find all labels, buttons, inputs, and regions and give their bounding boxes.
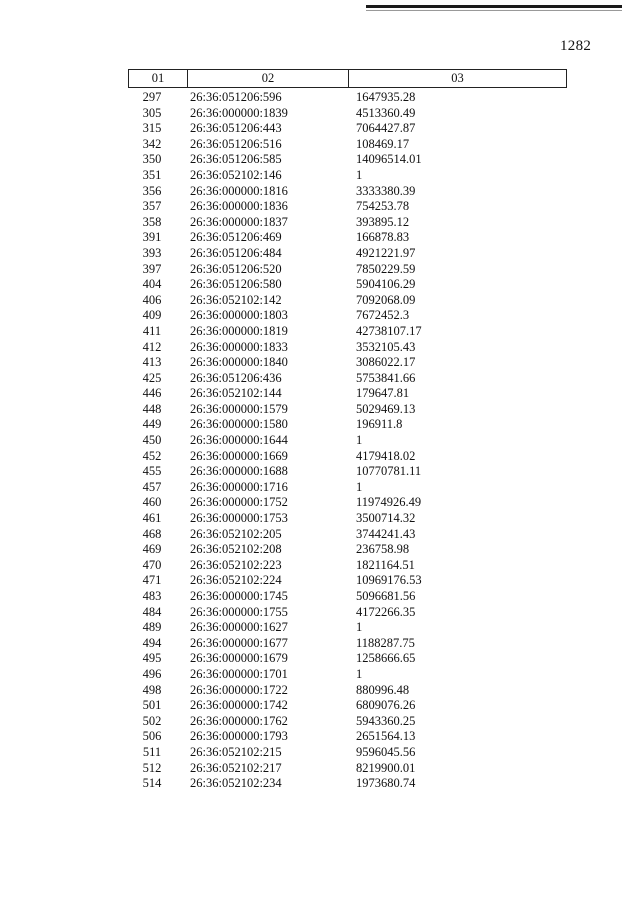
value-cell: 166878.83 bbox=[356, 230, 410, 245]
value-cell: 5753841.66 bbox=[356, 370, 416, 385]
cadastral-number-cell: 26:36:000000:1839 bbox=[190, 105, 288, 120]
cadastral-number-cell: 26:36:000000:1753 bbox=[190, 511, 288, 526]
table-row bbox=[0, 464, 640, 480]
table-row bbox=[0, 168, 640, 184]
row-number-cell: 412 bbox=[142, 339, 162, 354]
table-row bbox=[0, 184, 640, 200]
table-row bbox=[0, 137, 640, 153]
cadastral-number-cell: 26:36:052102:217 bbox=[190, 760, 282, 775]
value-cell: 1 bbox=[356, 167, 363, 182]
row-number-cell: 494 bbox=[142, 635, 162, 650]
top-rule-thin bbox=[366, 10, 622, 11]
value-cell: 4172266.35 bbox=[356, 604, 416, 619]
table-row bbox=[0, 433, 640, 449]
value-cell: 7672452.3 bbox=[356, 308, 410, 323]
value-cell: 754253.78 bbox=[356, 199, 410, 214]
table-row bbox=[0, 402, 640, 418]
value-cell: 1821164.51 bbox=[356, 557, 415, 572]
table-row bbox=[0, 199, 640, 215]
value-cell: 6809076.26 bbox=[356, 698, 416, 713]
row-number-cell: 391 bbox=[142, 230, 162, 245]
value-cell: 5096681.56 bbox=[356, 589, 416, 603]
row-number-cell: 501 bbox=[142, 698, 162, 713]
cadastral-number-cell: 26:36:051206:585 bbox=[190, 152, 282, 167]
cadastral-number-cell: 26:36:052102:224 bbox=[190, 573, 282, 588]
table-row bbox=[0, 495, 640, 511]
cadastral-number-cell: 26:36:000000:1742 bbox=[190, 698, 288, 713]
row-number-cell: 406 bbox=[142, 292, 162, 307]
value-cell: 393895.12 bbox=[356, 214, 410, 229]
cadastral-number-cell: 26:36:000000:1840 bbox=[190, 355, 288, 370]
table-row bbox=[0, 636, 640, 652]
cadastral-number-cell: 26:36:051206:436 bbox=[190, 370, 282, 385]
value-cell: 1 bbox=[356, 433, 363, 448]
value-cell: 1 bbox=[356, 620, 363, 635]
cadastral-number-cell: 26:36:000000:1677 bbox=[190, 635, 288, 650]
column-header-02: 02 bbox=[188, 70, 349, 87]
row-number-cell: 469 bbox=[142, 542, 162, 557]
table-row bbox=[0, 651, 640, 667]
page-number: 1282 bbox=[560, 38, 592, 54]
value-cell: 5904106.29 bbox=[356, 277, 416, 292]
cadastral-number-cell: 26:36:000000:1819 bbox=[190, 323, 288, 338]
row-number-cell: 393 bbox=[142, 245, 162, 260]
table-row bbox=[0, 121, 640, 137]
value-cell: 3500714.32 bbox=[356, 511, 416, 526]
cadastral-number-cell: 26:36:000000:1701 bbox=[190, 666, 288, 681]
table-row bbox=[0, 308, 640, 324]
cadastral-number-cell: 26:36:052102:234 bbox=[190, 776, 282, 791]
row-number-cell: 496 bbox=[142, 666, 162, 681]
value-cell: 42738107.17 bbox=[356, 323, 422, 338]
cadastral-number-cell: 26:36:000000:1669 bbox=[190, 448, 288, 463]
row-number-cell: 411 bbox=[142, 323, 162, 338]
cadastral-number-cell: 26:36:052102:223 bbox=[190, 557, 282, 572]
table-row bbox=[0, 90, 640, 106]
row-number-cell: 484 bbox=[142, 604, 162, 619]
table-header bbox=[128, 69, 567, 88]
table-row bbox=[0, 729, 640, 745]
cadastral-number-cell: 26:36:000000:1762 bbox=[190, 713, 288, 728]
row-number-cell: 350 bbox=[142, 152, 162, 167]
row-number-cell: 404 bbox=[142, 277, 162, 292]
table-row bbox=[0, 277, 640, 293]
cadastral-number-cell: 26:36:000000:1722 bbox=[190, 682, 288, 697]
table-body bbox=[0, 90, 640, 792]
value-cell: 1 bbox=[356, 479, 363, 494]
value-cell: 3333380.39 bbox=[356, 183, 416, 198]
table-row bbox=[0, 449, 640, 465]
row-number-cell: 471 bbox=[142, 573, 162, 588]
value-cell: 5943360.25 bbox=[356, 713, 416, 728]
cadastral-number-cell: 26:36:000000:1836 bbox=[190, 199, 288, 214]
table-row bbox=[0, 620, 640, 636]
table-row bbox=[0, 745, 640, 761]
cadastral-number-cell: 26:36:000000:1679 bbox=[190, 651, 288, 666]
cadastral-number-cell: 26:36:052102:144 bbox=[190, 386, 282, 401]
table-row bbox=[0, 371, 640, 387]
value-cell: 3086022.17 bbox=[356, 355, 416, 370]
value-cell: 3532105.43 bbox=[356, 339, 416, 354]
column-header-03: 03 bbox=[451, 71, 464, 85]
cadastral-number-cell: 26:36:000000:1816 bbox=[190, 183, 288, 198]
cadastral-number-cell: 26:36:051206:469 bbox=[190, 230, 282, 245]
value-cell: 7850229.59 bbox=[356, 261, 416, 276]
row-number-cell: 457 bbox=[142, 479, 162, 494]
table-row bbox=[0, 776, 640, 792]
table-row bbox=[0, 698, 640, 714]
value-cell: 236758.98 bbox=[356, 542, 410, 557]
value-cell: 10770781.11 bbox=[356, 464, 422, 479]
row-number-cell: 351 bbox=[142, 167, 162, 182]
row-number-cell: 425 bbox=[142, 370, 162, 385]
top-rule bbox=[366, 5, 622, 8]
cadastral-number-cell: 26:36:000000:1627 bbox=[190, 620, 288, 635]
table-row bbox=[0, 761, 640, 777]
value-cell: 2651564.13 bbox=[356, 729, 416, 744]
row-number-cell: 461 bbox=[142, 511, 162, 526]
cadastral-number-cell: 26:36:051206:516 bbox=[190, 136, 282, 151]
row-number-cell: 506 bbox=[142, 729, 162, 744]
cadastral-number-cell: 26:36:052102:146 bbox=[190, 167, 282, 182]
value-cell: 9596045.56 bbox=[356, 744, 416, 759]
row-number-cell: 356 bbox=[142, 183, 162, 198]
row-number-cell: 502 bbox=[142, 713, 162, 728]
cadastral-number-cell: 26:36:000000:1644 bbox=[190, 433, 288, 448]
value-cell: 4921221.97 bbox=[356, 245, 416, 260]
row-number-cell: 514 bbox=[142, 776, 162, 791]
value-cell: 880996.48 bbox=[356, 682, 410, 697]
cadastral-number-cell: 26:36:051206:520 bbox=[190, 261, 282, 276]
cadastral-number-cell: 26:36:000000:1837 bbox=[190, 214, 288, 229]
row-number-cell: 512 bbox=[142, 760, 162, 775]
row-number-cell: 358 bbox=[142, 214, 162, 229]
cadastral-number-cell: 26:36:000000:1716 bbox=[190, 479, 288, 494]
column-header-01: 01 bbox=[129, 70, 188, 87]
cadastral-number-cell: 26:36:000000:1688 bbox=[190, 464, 288, 479]
table-row bbox=[0, 558, 640, 574]
table-row bbox=[0, 714, 640, 730]
cadastral-number-cell: 26:36:051206:580 bbox=[190, 277, 282, 292]
table-row bbox=[0, 542, 640, 558]
cadastral-number-cell: 26:36:051206:596 bbox=[190, 90, 282, 104]
cadastral-number-cell: 26:36:000000:1793 bbox=[190, 729, 288, 744]
table-row bbox=[0, 589, 640, 605]
row-number-cell: 446 bbox=[142, 386, 162, 401]
row-number-cell: 305 bbox=[142, 105, 162, 120]
row-number-cell: 489 bbox=[142, 620, 162, 635]
value-cell: 179647.81 bbox=[356, 386, 410, 401]
table-row bbox=[0, 667, 640, 683]
value-cell: 7092068.09 bbox=[356, 292, 416, 307]
row-number-cell: 449 bbox=[142, 417, 162, 432]
row-number-cell: 450 bbox=[142, 433, 162, 448]
table-row bbox=[0, 324, 640, 340]
row-number-cell: 495 bbox=[142, 651, 162, 666]
value-cell: 5029469.13 bbox=[356, 401, 416, 416]
table-row bbox=[0, 386, 640, 402]
table-row bbox=[0, 262, 640, 278]
cadastral-number-cell: 26:36:000000:1752 bbox=[190, 495, 288, 510]
value-cell: 4179418.02 bbox=[356, 448, 416, 463]
cadastral-number-cell: 26:36:052102:208 bbox=[190, 542, 282, 557]
row-number-cell: 315 bbox=[142, 121, 162, 136]
cadastral-number-cell: 26:36:051206:484 bbox=[190, 245, 282, 260]
cadastral-number-cell: 26:36:000000:1580 bbox=[190, 417, 288, 432]
table-row bbox=[0, 106, 640, 122]
cadastral-number-cell: 26:36:000000:1579 bbox=[190, 401, 288, 416]
value-cell: 7064427.87 bbox=[356, 121, 416, 136]
value-cell: 3744241.43 bbox=[356, 526, 416, 541]
row-number-cell: 297 bbox=[142, 90, 162, 104]
row-number-cell: 397 bbox=[142, 261, 162, 276]
row-number-cell: 483 bbox=[142, 589, 162, 603]
value-cell: 1 bbox=[356, 666, 363, 681]
row-number-cell: 342 bbox=[142, 136, 162, 151]
table-row bbox=[0, 215, 640, 231]
row-number-cell: 498 bbox=[142, 682, 162, 697]
value-cell: 10969176.53 bbox=[356, 573, 422, 588]
cadastral-number-cell: 26:36:052102:205 bbox=[190, 526, 282, 541]
cadastral-number-cell: 26:36:052102:142 bbox=[190, 292, 282, 307]
table-row bbox=[0, 605, 640, 621]
value-cell: 196911.8 bbox=[356, 417, 403, 432]
row-number-cell: 470 bbox=[142, 557, 162, 572]
table-row bbox=[0, 293, 640, 309]
value-cell: 8219900.01 bbox=[356, 760, 416, 775]
table-row bbox=[0, 511, 640, 527]
value-cell: 1647935.28 bbox=[356, 90, 416, 104]
row-number-cell: 468 bbox=[142, 526, 162, 541]
cadastral-number-cell: 26:36:000000:1745 bbox=[190, 589, 288, 603]
row-number-cell: 357 bbox=[142, 199, 162, 214]
table-row bbox=[0, 573, 640, 589]
value-cell: 1973680.74 bbox=[356, 776, 416, 791]
value-cell: 4513360.49 bbox=[356, 105, 416, 120]
cadastral-number-cell: 26:36:052102:215 bbox=[190, 744, 282, 759]
table-row bbox=[0, 527, 640, 543]
table-row bbox=[0, 683, 640, 699]
cadastral-number-cell: 26:36:000000:1755 bbox=[190, 604, 288, 619]
value-cell: 1258666.65 bbox=[356, 651, 416, 666]
table-row bbox=[0, 230, 640, 246]
value-cell: 108469.17 bbox=[356, 136, 410, 151]
cadastral-number-cell: 26:36:000000:1833 bbox=[190, 339, 288, 354]
table-row bbox=[0, 355, 640, 371]
row-number-cell: 448 bbox=[142, 401, 162, 416]
table-row bbox=[0, 480, 640, 496]
value-cell: 11974926.49 bbox=[356, 495, 422, 510]
value-cell: 14096514.01 bbox=[356, 152, 422, 167]
row-number-cell: 460 bbox=[142, 495, 162, 510]
row-number-cell: 413 bbox=[142, 355, 162, 370]
row-number-cell: 409 bbox=[142, 308, 162, 323]
cadastral-number-cell: 26:36:051206:443 bbox=[190, 121, 282, 136]
cadastral-number-cell: 26:36:000000:1803 bbox=[190, 308, 288, 323]
row-number-cell: 455 bbox=[142, 464, 162, 479]
row-number-cell: 511 bbox=[142, 744, 162, 759]
table-row bbox=[0, 246, 640, 262]
table-row bbox=[0, 152, 640, 168]
value-cell: 1188287.75 bbox=[356, 635, 415, 650]
table-row bbox=[0, 417, 640, 433]
row-number-cell: 452 bbox=[142, 448, 162, 463]
table-row bbox=[0, 340, 640, 356]
